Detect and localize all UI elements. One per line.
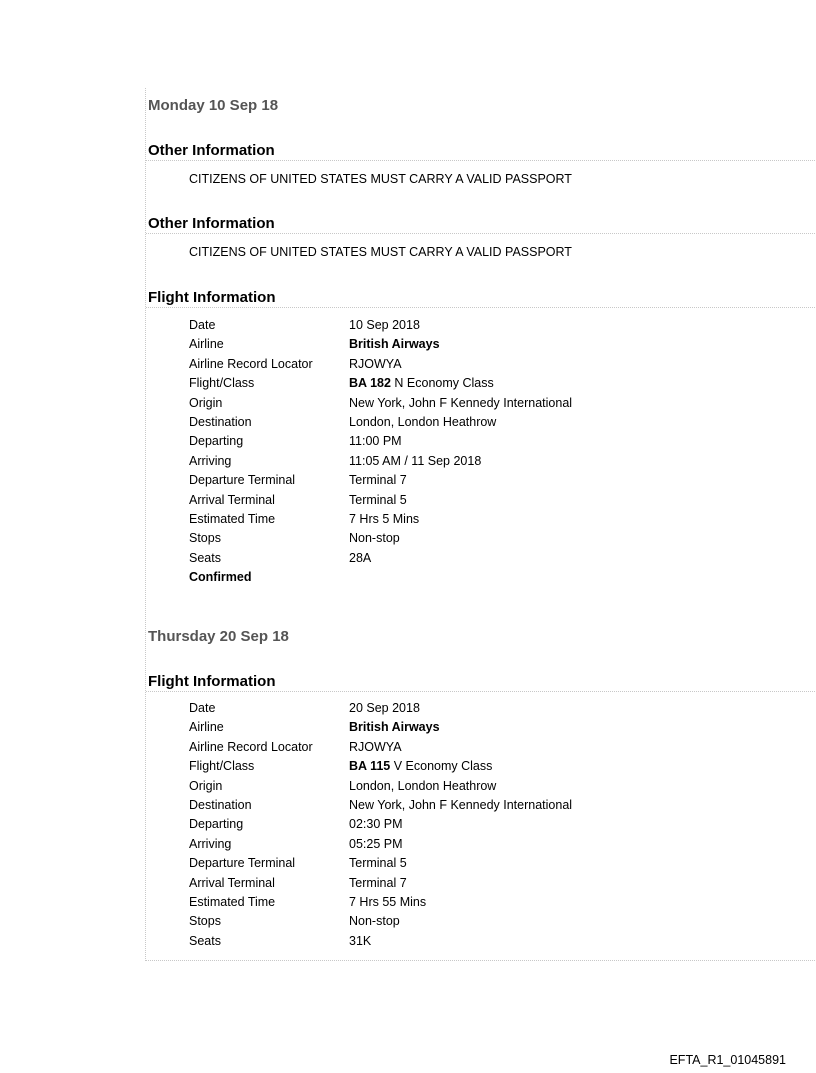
detail-row-record-locator <box>189 355 572 374</box>
detail-row-record-locator <box>189 738 572 757</box>
detail-label: Flight/Class <box>189 759 255 774</box>
booking-status: Confirmed <box>189 570 252 585</box>
detail-value: Non-stop <box>349 531 400 546</box>
detail-value: 20 Sep 2018 <box>349 701 420 715</box>
detail-value: London, London Heathrow <box>349 414 497 429</box>
detail-value: New York, John F Kennedy International <box>349 797 573 812</box>
section-title: Flight Information <box>146 289 816 308</box>
detail-value: 11:00 PM <box>349 434 402 449</box>
detail-row-destination <box>189 413 572 432</box>
detail-label: Seats <box>189 933 221 948</box>
detail-row-departure-terminal <box>189 471 572 490</box>
detail-label: Estimated Time <box>189 511 276 526</box>
detail-label: Seats <box>189 550 221 565</box>
detail-value: Terminal 5 <box>349 856 407 871</box>
detail-label: Airline Record Locator <box>189 739 313 754</box>
detail-value: Non-stop <box>349 914 400 929</box>
detail-value: 05:25 PM <box>349 836 403 851</box>
section-title: Other Information <box>146 215 816 234</box>
detail-row-arriving <box>189 452 572 471</box>
detail-label: Airline <box>189 720 224 735</box>
detail-value: London, London Heathrow <box>349 778 497 793</box>
passport-notice: CITIZENS OF UNITED STATES MUST CARRY A VALID PASSPORT <box>189 172 572 186</box>
detail-row-origin <box>189 777 572 796</box>
detail-value: RJOWYA <box>349 356 402 371</box>
detail-label: Date <box>189 318 216 332</box>
day-header: Thursday 20 Sep 18 <box>148 628 289 645</box>
detail-label: Arrival Terminal <box>189 875 275 890</box>
detail-label: Departure Terminal <box>189 473 296 488</box>
other-information-section <box>146 142 816 161</box>
detail-label: Airline Record Locator <box>189 356 313 371</box>
detail-row-flight-class <box>189 374 572 393</box>
detail-label: Estimated Time <box>189 894 276 909</box>
section-title: Other Information <box>146 142 816 161</box>
detail-row-date <box>189 316 572 335</box>
detail-label: Flight/Class <box>189 376 255 391</box>
detail-value: Terminal 7 <box>349 875 407 890</box>
fare-class: N Economy Class <box>394 376 494 391</box>
detail-row-arrival-terminal <box>189 874 572 893</box>
day-header: Monday 10 Sep 18 <box>148 97 279 114</box>
detail-row-destination <box>189 796 572 815</box>
document-id: EFTA_R1_01045891 <box>669 1053 786 1067</box>
detail-value: Terminal 7 <box>349 473 407 488</box>
detail-row-stops <box>189 912 572 931</box>
detail-value: 10 Sep 2018 <box>349 318 420 332</box>
detail-value: 28A <box>349 550 372 565</box>
detail-label: Departing <box>189 817 244 832</box>
detail-label: Arrival Terminal <box>189 492 275 507</box>
detail-label: Destination <box>189 414 252 429</box>
detail-value: 7 Hrs 5 Mins <box>349 511 420 526</box>
detail-row-date <box>189 699 572 718</box>
detail-label: Airline <box>189 337 224 352</box>
detail-label: Departing <box>189 434 244 449</box>
detail-row-departing <box>189 432 572 451</box>
flight-details <box>189 316 572 587</box>
passport-notice: CITIZENS OF UNITED STATES MUST CARRY A VALID PASSPORT <box>189 245 572 259</box>
fare-class: V Economy Class <box>393 759 493 774</box>
detail-label: Origin <box>189 395 223 410</box>
section-title: Flight Information <box>146 673 816 692</box>
detail-label: Stops <box>189 914 221 929</box>
detail-value: 7 Hrs 55 Mins <box>349 894 427 909</box>
detail-value: 02:30 PM <box>349 817 403 832</box>
detail-value: 11:05 AM / 11 Sep 2018 <box>349 453 482 468</box>
detail-row-flight-class <box>189 757 572 776</box>
detail-row-stops <box>189 529 572 548</box>
flight-number: BA 115 <box>349 759 391 774</box>
detail-row-estimated-time <box>189 510 572 529</box>
detail-label: Origin <box>189 778 223 793</box>
flight-details <box>189 699 572 951</box>
airline-name: British Airways <box>349 720 440 735</box>
detail-label: Destination <box>189 797 252 812</box>
detail-row-origin <box>189 394 572 413</box>
detail-row-arrival-terminal <box>189 491 572 510</box>
detail-row-airline <box>189 718 572 737</box>
detail-label: Date <box>189 701 216 715</box>
detail-label: Departure Terminal <box>189 856 296 871</box>
detail-row-departure-terminal <box>189 854 572 873</box>
detail-row-estimated-time <box>189 893 572 912</box>
detail-row-seats <box>189 932 572 951</box>
flight-information-section <box>146 673 816 692</box>
detail-label: Arriving <box>189 453 232 468</box>
detail-row-seats <box>189 549 572 568</box>
flight-information-section <box>146 289 816 308</box>
detail-row-airline <box>189 335 572 354</box>
detail-label: Arriving <box>189 836 232 851</box>
detail-value: RJOWYA <box>349 739 402 754</box>
itinerary-document <box>145 88 816 961</box>
flight-number: BA 182 <box>349 376 391 391</box>
detail-label: Stops <box>189 531 221 546</box>
other-information-section <box>146 215 816 234</box>
airline-name: British Airways <box>349 337 440 352</box>
detail-value: Terminal 5 <box>349 492 407 507</box>
detail-value: 31K <box>349 933 372 948</box>
detail-value: New York, John F Kennedy International <box>349 395 573 410</box>
detail-row-arriving <box>189 835 572 854</box>
detail-row-departing <box>189 815 572 834</box>
